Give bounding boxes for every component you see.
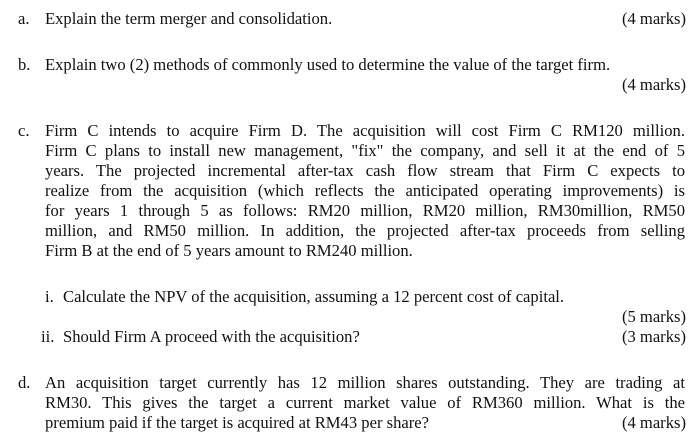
question-c-sub-ii-label: ii. bbox=[41, 327, 55, 346]
question-c-line: realize from the acquisition (which reflects the anticipated operating improvements) is bbox=[45, 181, 685, 200]
question-c-sub-ii-marks: (3 marks) bbox=[621, 327, 686, 346]
question-c-line: Firm B at the end of 5 years amount to RM240 million. bbox=[45, 241, 413, 260]
question-c-sub-i-marks: (5 marks) bbox=[621, 307, 686, 326]
question-c-line: for years 1 through 5 as follows: RM20 million, RM20 million, RM30million, RM50 bbox=[45, 201, 685, 220]
question-d-line: RM30. This gives the target a current market value of RM360 million. What is the bbox=[45, 393, 685, 412]
question-b-text: Explain two (2) methods of commonly used to determine the value of the target firm. bbox=[45, 55, 611, 74]
question-c-sub-ii-text: Should Firm A proceed with the acquisition? bbox=[63, 327, 360, 346]
question-d-label: d. bbox=[18, 373, 31, 392]
question-d-marks: (4 marks) bbox=[621, 413, 686, 432]
question-a-text: Explain the term merger and consolidation. bbox=[45, 9, 333, 28]
question-c-line: Firm C intends to acquire Firm D. The acquisition will cost Firm C RM120 million. bbox=[45, 121, 685, 140]
question-a-label: a. bbox=[18, 9, 30, 28]
question-d-line: An acquisition target currently has 12 million shares outstanding. They are trading at bbox=[45, 373, 685, 392]
question-a-marks: (4 marks) bbox=[621, 9, 686, 28]
question-c-line: million, and RM50 million. In addition, the projected after-tax proceeds from selling bbox=[45, 221, 685, 240]
question-c-line: Firm C plans to install new management, "fix" the company, and sell it at the end of 5 bbox=[45, 141, 685, 160]
question-c-label: c. bbox=[18, 121, 30, 140]
question-c-sub-i-label: i. bbox=[45, 287, 54, 306]
question-b-marks: (4 marks) bbox=[621, 75, 686, 94]
question-d-line: premium paid if the target is acquired at RM43 per share? bbox=[45, 413, 429, 432]
question-b-label: b. bbox=[18, 55, 31, 74]
question-c-line: years. The projected incremental after-tax cash flow stream that Firm C expects to bbox=[45, 161, 685, 180]
question-c-sub-i-text: Calculate the NPV of the acquisition, assuming a 12 percent cost of capital. bbox=[63, 287, 565, 306]
